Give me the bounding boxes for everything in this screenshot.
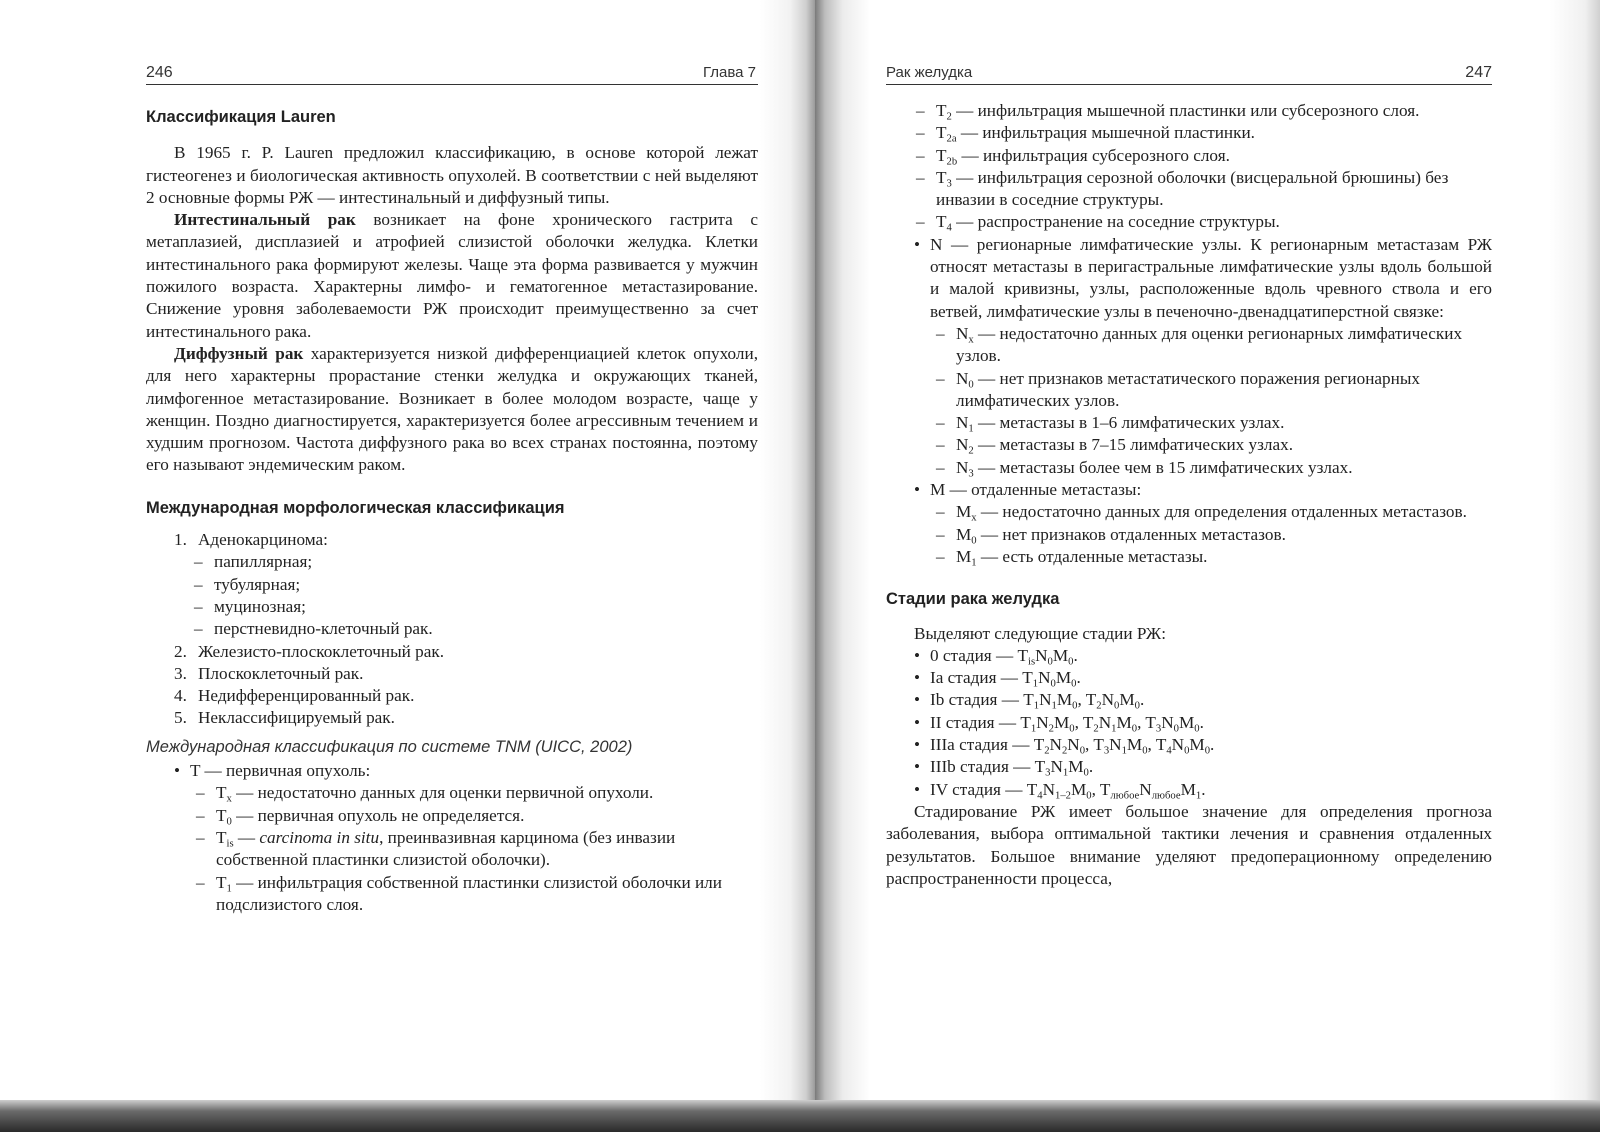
lauren-paragraph-1: В 1965 г. P. Lauren предложил классификацию, в основе которой лежат гистеогенез и биологическая активность опухолей. В соответствии с ней выделяют 2 основные формы РЖ — интестинальный и диффузный типы. [146,143,758,207]
N-category-symbol: N [956,457,969,477]
N-category-symbol: N [956,435,969,455]
left-page [0,0,815,1100]
stage-formula-symbol: N [1139,779,1152,799]
N-sublist [930,323,1492,479]
adeno-subtype [188,596,758,618]
stage-formula-subscript: 2 [1093,723,1099,735]
adeno-subtype [188,618,758,640]
T-category-text: — недостаточно данных для оценки первичной опухоли. [231,783,654,803]
T-category-text: — инфильтрация серозной оболочки (висцеральной брюшины) без инвазии в соседние структуры. [936,167,1449,210]
stage-formula-subscript: 0 [1086,790,1092,802]
T-category-symbol: T [936,212,947,232]
M-category-text: — нет признаков отдаленных метастазов. [976,524,1286,544]
stage-formula-symbol: N [1042,779,1055,799]
T-category-text: — распространение на соседние структуры. [951,212,1280,232]
adeno-subtype-text: тубулярная; [214,574,301,594]
stage-formula-symbol: N [1101,690,1114,710]
page-number-left: 246 [146,64,173,81]
stage-formula-symbol: N [1036,712,1049,732]
T-category-symbol: T [936,123,947,143]
right-T-sublist [910,100,1492,234]
N-category-item [930,457,1492,479]
tnm-N-item [910,234,1492,479]
section-header: Рак желудка [886,64,973,81]
right-column [886,100,1492,890]
stage-formula-symbol: T [1023,690,1034,710]
morph-list-item [174,685,758,707]
T-category-subscript: 2a [946,134,957,146]
adeno-subtype-text: перстневидно-клеточный рак. [214,619,433,639]
stage-end: . [1201,779,1206,799]
stage-formula-symbol: M [1070,779,1087,799]
stage-formula-symbol: , [1077,690,1086,710]
left-column [146,106,758,916]
N-category-subscript: 1 [968,423,974,435]
stage-formula-subscript: 2 [1096,701,1102,713]
stage-end: . [1139,690,1145,710]
stage-formula-subscript: 3 [1045,768,1051,780]
stage-formula-subscript: 1 [1032,678,1039,690]
N-category-item [930,412,1492,434]
stage-item [910,667,1492,689]
stage-formula-symbol: T [1022,668,1033,688]
T-category-item [190,872,758,917]
stage-formula-subscript: 0 [1134,701,1140,713]
M-category-symbol: M [956,524,972,544]
T-category-text: , преинвазивная карцинома (без инвазии собственной пластинки слизистой оболочки). [216,827,676,870]
stage-formula-symbol: T [1026,779,1038,799]
N-category-text: — метастазы в 1–6 лимфатических узлах. [973,413,1285,433]
T-category-item [910,100,1492,122]
T-category-subscript: x [226,794,232,806]
T-category-item [190,827,758,872]
morph-text: Железисто-плоскоклеточный рак. [198,641,445,661]
M-category-item [930,524,1492,546]
stage-formula-symbol: N [1049,735,1062,755]
T-category-symbol: T [936,167,947,187]
stage-end: . [1199,712,1204,732]
T-category-subscript: 1 [226,883,232,895]
stage-label: Ia стадия — [930,668,1023,688]
left-T-sublist [190,782,758,916]
N-category-text: — недостаточно данных для оценки регионарных лимфатических узлов. [956,323,1463,366]
stage-formula-symbol: T [1034,757,1046,777]
N-category-text: — метастазы в 7–15 лимфатических узлах. [973,435,1294,455]
stage-formula-subscript: 4 [1037,790,1043,802]
T-category-symbol: T [936,101,947,120]
stage-formula-subscript: 1 [1195,790,1202,802]
T-category-item [910,167,1492,212]
stage-formula-symbol: , [1091,779,1100,799]
T-category-symbol: T [936,145,947,165]
stage-formula-symbol: T [1155,735,1167,755]
N-category-text: — метастазы более чем в 15 лимфатических узлах. [973,457,1353,477]
stage-formula-subscript: 0 [1113,701,1120,713]
N-category-symbol: N [956,323,969,343]
stage-label: IIIa стадия — [930,735,1034,755]
page-number-right: 247 [1465,64,1492,81]
stage-formula-symbol: N [1067,735,1080,755]
stage-formula-symbol: N [1109,735,1122,755]
M-category-symbol: M [956,502,972,522]
morph-list-item [174,707,758,729]
stage-end: . [1210,735,1215,755]
stage-formula-symbol: M [1068,757,1084,777]
M-sublist [930,501,1492,568]
stage-formula-symbol: M [1053,712,1070,732]
stage-formula-subscript: 1 [1033,701,1040,713]
morph-number: 2. [174,641,187,661]
T-category-dash: — [233,827,260,847]
N-category-subscript: 3 [968,468,974,480]
tnm-list [170,760,758,916]
stage-formula-subscript: 0 [1131,723,1138,735]
morph-list-item [174,663,758,685]
tnm-NM-list [910,234,1492,568]
tnm-M-item [910,479,1492,568]
stage-item [910,734,1492,756]
stage-formula-subscript: 0 [1047,656,1053,668]
stage-formula-subscript: 1 [1051,701,1057,713]
stage-formula-symbol: T [1082,712,1094,732]
stage-formula-symbol: N [1038,668,1051,688]
stage-formula-subscript: 0 [1173,723,1179,735]
stage-formula-subscript: 1 [1121,745,1127,757]
stage-formula-symbol: T [1145,712,1156,732]
N-category-text: — нет признаков метастатического поражения регионарных лимфатических узлов. [956,368,1420,410]
T-category-subscript: is [226,838,234,850]
stage-formula-symbol: M [1116,712,1132,732]
M-category-subscript: 1 [971,557,977,569]
stage-formula-subscript: 1 [1062,768,1069,780]
N-category-symbol: N [956,413,969,433]
stage-formula-subscript: 0 [1050,678,1056,690]
lauren-heading: Классификация Lauren [146,108,336,126]
T-category-subscript: 4 [946,223,952,235]
morph-number: 1. [174,530,187,550]
T-category-item [910,211,1492,233]
T-category-symbol: T [216,827,227,847]
T-category-item [910,145,1492,167]
stage-formula-subscript: 0 [1194,723,1200,735]
stage-label: Ib стадия — [930,690,1024,710]
stage-formula-subscript: 2 [1048,723,1054,735]
stage-formula-symbol: N [1039,690,1052,710]
stage-formula-symbol: , [1074,712,1083,732]
stage-formula-symbol: M [1178,712,1195,732]
stage-formula-symbol: M [1180,779,1196,799]
adeno-sublist [198,551,758,640]
N-category-subscript: 2 [968,446,974,458]
intestinal-text: возникает на фоне хронического гастрита с метаплазией, дисплазией и атрофией слизистой оболочки желудка. Клетки интестинального рака формируют железы. Чаще эта форма развивается у мужчин пожилого возраста. Характерны лимфо- и гематогенное метастазирование. Снижение уровня заболеваемости РЖ происходит преимущественно за счет интестинального рака. [146,210,758,341]
stage-formula-subscript: 2 [1044,745,1050,757]
stage-end: . [1073,645,1078,665]
stage-formula-symbol: N [1098,712,1112,732]
stage-formula-subscript: любое [1151,790,1181,802]
stage-formula-subscript: 0 [1142,745,1148,757]
adeno-subtype-text: папиллярная; [214,552,313,572]
diffuse-paragraph [146,343,758,477]
T-category-item [190,782,758,804]
T-category-symbol: T [216,805,227,825]
stage-formula-symbol: M [1126,735,1143,755]
T-category-text: — первичная опухоль не определяется. [231,805,525,825]
stage-formula-symbol: N [1161,712,1174,732]
N-category-subscript: x [968,334,974,346]
T-category-text: — инфильтрация субсерозного слоя. [957,145,1230,165]
M-category-text: — есть отдаленные метастазы. [976,546,1208,566]
right-page [815,0,1600,1100]
adeno-subtype [188,574,758,596]
stage-item [910,779,1492,801]
stage-formula-symbol: M [1189,735,1205,755]
stage-formula-symbol: T [1085,690,1097,710]
diffuse-term: Диффузный рак [174,343,304,363]
stage-formula-symbol: N [1171,735,1185,755]
stage-end: . [1088,757,1094,777]
N-category-subscript: 0 [968,379,974,391]
stage-formula-symbol: N [1035,645,1048,665]
tnm-T-item [170,760,758,916]
tnm-heading: Международная классификация по системе TNM (UICC, 2002) [146,737,633,756]
T-category-italic: carcinoma in situ [259,827,380,847]
M-category-item [930,501,1492,523]
stage-formula-subscript: is [1028,656,1036,668]
stage-formula-subscript: 0 [1071,678,1077,690]
stage-formula-symbol: , [1147,735,1156,755]
stage-formula-symbol: M [1052,645,1069,665]
intestinal-term: Интестинальный рак [174,210,356,230]
stage-formula-subscript: 4 [1166,745,1172,757]
T-category-item [190,805,758,827]
stage-formula-symbol: T [1020,712,1031,732]
stage-label: IV стадия — [930,779,1027,799]
stage-formula-symbol: , [1085,735,1094,755]
morph-heading: Международная морфологическая классификация [146,498,565,517]
stage-item [910,645,1492,667]
stage-end: . [1076,668,1081,688]
T-category-subscript: 3 [946,178,952,190]
morph-text: Плоскоклеточный рак. [198,663,364,683]
stage-formula-subscript: 3 [1103,745,1110,757]
N-category-item [930,323,1492,368]
staging-paragraph: Стадирование РЖ имеет большое значение для определения прогноза заболевания, выбора оптимальной тактики лечения и сравнения отдаленных результатов. Большое внимание уделяют предоперационному определению распространенности процесса, [886,801,1492,888]
stage-formula-subscript: 3 [1155,723,1162,735]
morph-number: 5. [174,708,187,728]
right-running-header [886,62,1492,85]
stage-formula-subscript: 0 [1068,656,1074,668]
stage-formula-subscript: 0 [1083,768,1089,780]
N-category-symbol: N [956,368,969,388]
N-category-item [930,368,1492,413]
T-category-item [910,122,1492,144]
morph-number: 4. [174,686,187,706]
stage-formula-symbol: M [1055,668,1072,688]
left-running-header [146,62,758,85]
stage-formula-symbol: M [1119,690,1135,710]
morph-list [174,529,758,730]
morph-list-item [174,641,758,663]
T-category-text: — инфильтрация собственной пластинки слизистой оболочки или подслизистого слоя. [216,872,722,914]
morph-number: 3. [174,663,187,683]
stage-formula-subscript: любое [1110,790,1140,802]
stage-formula-subscript: 0 [1069,723,1075,735]
stage-formula-subscript: 1–2 [1054,790,1071,802]
stage-formula-subscript: 1 [1111,723,1117,735]
morph-text: Неклассифицируемый рак. [198,708,395,728]
stage-formula-subscript: 0 [1204,745,1211,757]
stage-label: II стадия — [930,712,1021,732]
T-category-symbol: T [216,872,227,892]
stage-formula-subscript: 0 [1072,701,1078,713]
adeno-subtype [188,551,758,573]
stage-formula-symbol: N [1050,757,1063,777]
book-binding-shadow [0,1100,1600,1132]
morph-list-item [174,529,758,640]
stage-label: 0 стадия — [930,645,1018,665]
T-category-text: — инфильтрация мышечной пластинки. [956,123,1255,143]
stage-label: IIIb стадия — [930,757,1035,777]
stage-formula-subscript: 2 [1061,745,1068,757]
stages-intro: Выделяют следующие стадии РЖ: [914,623,1166,643]
stage-item [910,712,1492,734]
tnm-M-label: M — отдаленные метастазы: [930,480,1142,500]
M-category-symbol: M [956,546,972,566]
stage-item [910,689,1492,711]
stages-list [910,645,1492,801]
diffuse-text: характеризуется низкой дифференциацией клеток опухоли, для него характерны прорастание стенки желудка и окружающих тканей, лимфогенное метастазирование. Возникает в более молодом возрасте, чаще у женщин. Поздно диагностируется, характеризуется более агрессивным течением и худшим прогнозом. Частота диффузного рака во всех странах постоянна, поэтому его называют эндемическим раком. [146,343,758,475]
stage-formula-symbol: T [1033,735,1045,755]
T-category-text: — инфильтрация мышечной пластинки или субсерозного слоя. [951,101,1420,120]
intestinal-paragraph [146,209,758,343]
stage-formula-symbol: T [1093,735,1104,755]
stage-formula-symbol: T [1017,645,1028,665]
morph-text: Аденокарцинома: [198,530,328,550]
stage-formula-subscript: 1 [1030,723,1037,735]
tnm-T-label: T — первичная опухоль: [190,761,371,781]
morph-text: Недифференцированный рак. [198,686,415,706]
adeno-subtype-text: муцинозная; [214,596,306,616]
chapter-header: Глава 7 [702,64,756,81]
M-category-item [930,546,1492,568]
stage-formula-symbol: T [1099,779,1111,799]
stage-item [910,756,1492,778]
N-category-item [930,434,1492,456]
stage-formula-subscript: 0 [1184,745,1190,757]
stage-formula-symbol: M [1056,690,1073,710]
stage-formula-subscript: 0 [1079,745,1086,757]
T-category-symbol: T [216,783,227,803]
T-category-subscript: 0 [226,816,232,828]
M-category-text: — недостаточно данных для определения отдаленных метастазов. [976,502,1467,522]
stage-formula-symbol: , [1137,712,1146,732]
stages-heading: Стадии рака желудка [886,590,1060,609]
T-category-subscript: 2b [946,156,958,168]
tnm-N-text: • N — регионарные лимфатические узлы. К регионарным метастазам РЖ относят метастазы в перигастральные лимфатические узлы вдоль большой и малой кривизны, узлы, расположенные вдоль чревного ствола и его ветвей, лимфатические узлы в печеночно-двенадцатиперстной связке: [930,234,1492,321]
M-category-subscript: x [971,513,977,525]
T-category-subscript: 2 [946,111,952,123]
M-category-subscript: 0 [971,535,977,547]
